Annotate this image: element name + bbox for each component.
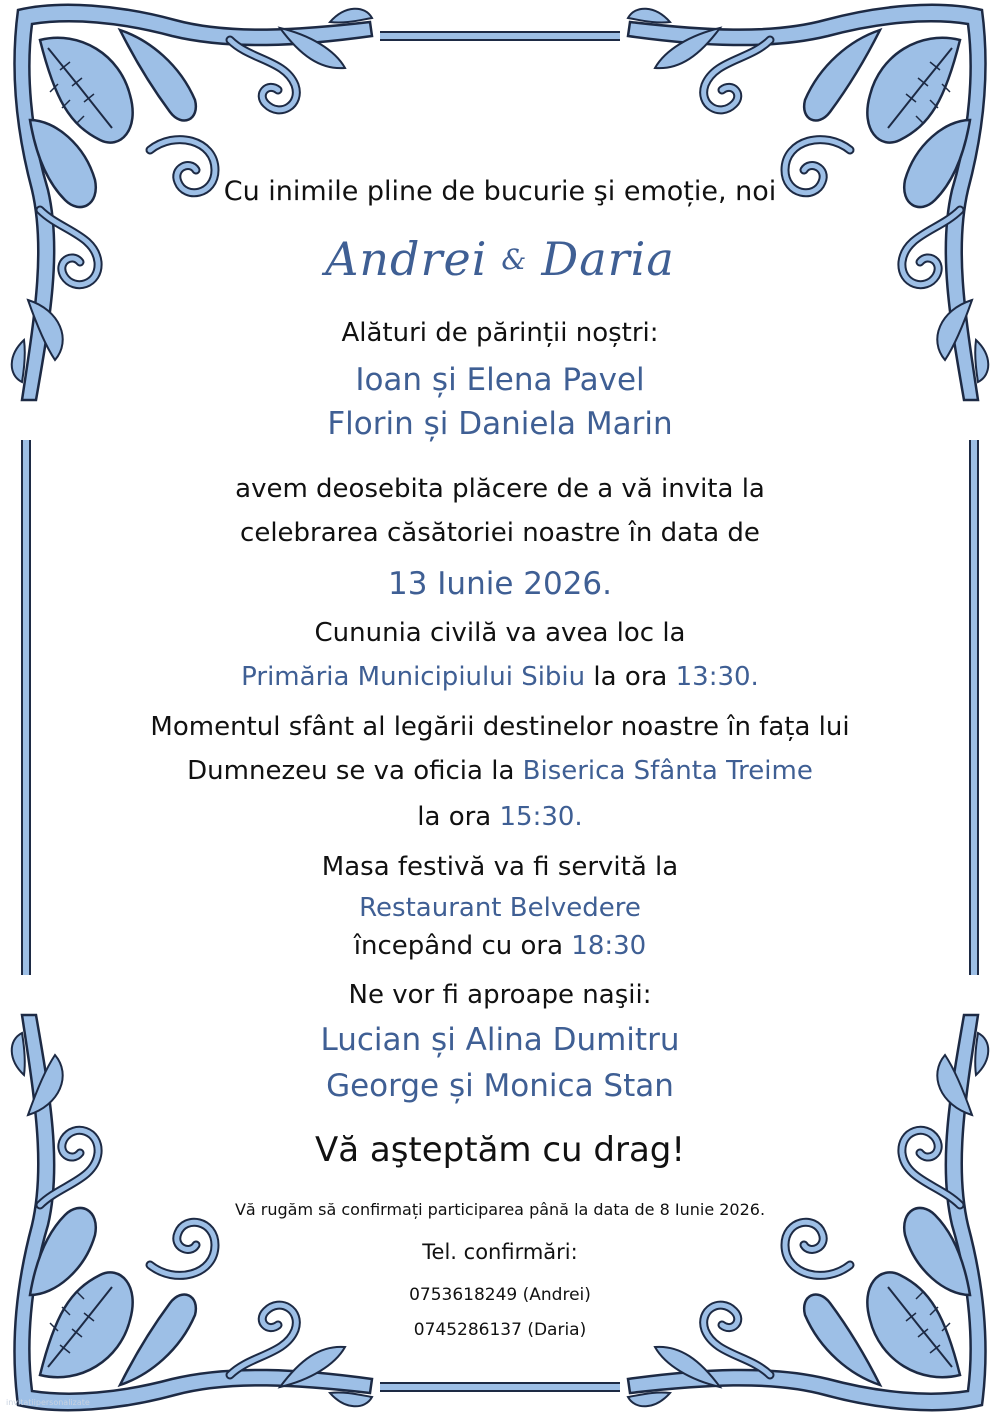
wedding-date: 13 Iunie 2026. (387, 566, 613, 602)
parents-pair-2: Florin și Daniela Marin (327, 406, 673, 442)
dinner-line-1: Masa festivă va fi servită la (321, 852, 679, 882)
phone-daria[interactable]: 0745286137 (Daria) (413, 1320, 587, 1340)
watermark: invitatiipersonalizate (6, 1398, 90, 1407)
civil-line-1: Cununia civilă va avea loc la (314, 618, 686, 648)
rsvp-note: Vă rugăm să confirmați participarea până la data de 8 Iunie 2026. (234, 1200, 766, 1219)
godparents-pair-2: George și Monica Stan (326, 1068, 674, 1104)
groom-name: Andrei (325, 232, 488, 286)
dinner-time-prefix: începând cu ora (353, 931, 572, 961)
religious-line-3 (0, 802, 1000, 832)
religious-time-prefix: la ora (417, 802, 500, 832)
couple-names (0, 232, 1000, 286)
church-name: Biserica Sfânta Treime (522, 756, 813, 786)
godparents-heading: Ne vor fi aproape naşii: (348, 980, 652, 1010)
civil-at: la ora (585, 662, 676, 692)
phone-andrei[interactable]: 0753618249 (Andrei) (409, 1285, 591, 1305)
bride-name: Daria (541, 232, 675, 286)
godparents-pair-1: Lucian și Alina Dumitru (320, 1022, 680, 1058)
invite-line-1: avem deosebita plăcere de a vă invita la (235, 474, 765, 504)
intro-text: Cu inimile pline de bucurie şi emoție, noi (223, 176, 777, 207)
religious-prefix: Dumnezeu se va oficia la (187, 756, 523, 786)
dinner-line-3 (0, 931, 1000, 961)
civil-line-2 (0, 662, 1000, 692)
religious-line-1: Momentul sfânt al legării destinelor noastre în fața lui (150, 712, 850, 742)
ampersand: & (501, 243, 528, 276)
parents-heading: Alături de părinții noștri: (341, 318, 659, 348)
invite-line-2: celebrarea căsătoriei noastre în data de (240, 518, 760, 548)
religious-time: 15:30. (499, 802, 583, 832)
civil-time: 13:30. (675, 662, 759, 692)
closing-text: Vă aşteptăm cu drag! (314, 1130, 686, 1170)
dinner-time: 18:30 (571, 931, 647, 961)
religious-line-2 (0, 756, 1000, 786)
rsvp-heading: Tel. confirmări: (422, 1240, 578, 1264)
civil-place: Primăria Municipiului Sibiu (241, 662, 586, 692)
parents-pair-1: Ioan și Elena Pavel (355, 362, 645, 398)
dinner-place: Restaurant Belvedere (359, 893, 641, 923)
